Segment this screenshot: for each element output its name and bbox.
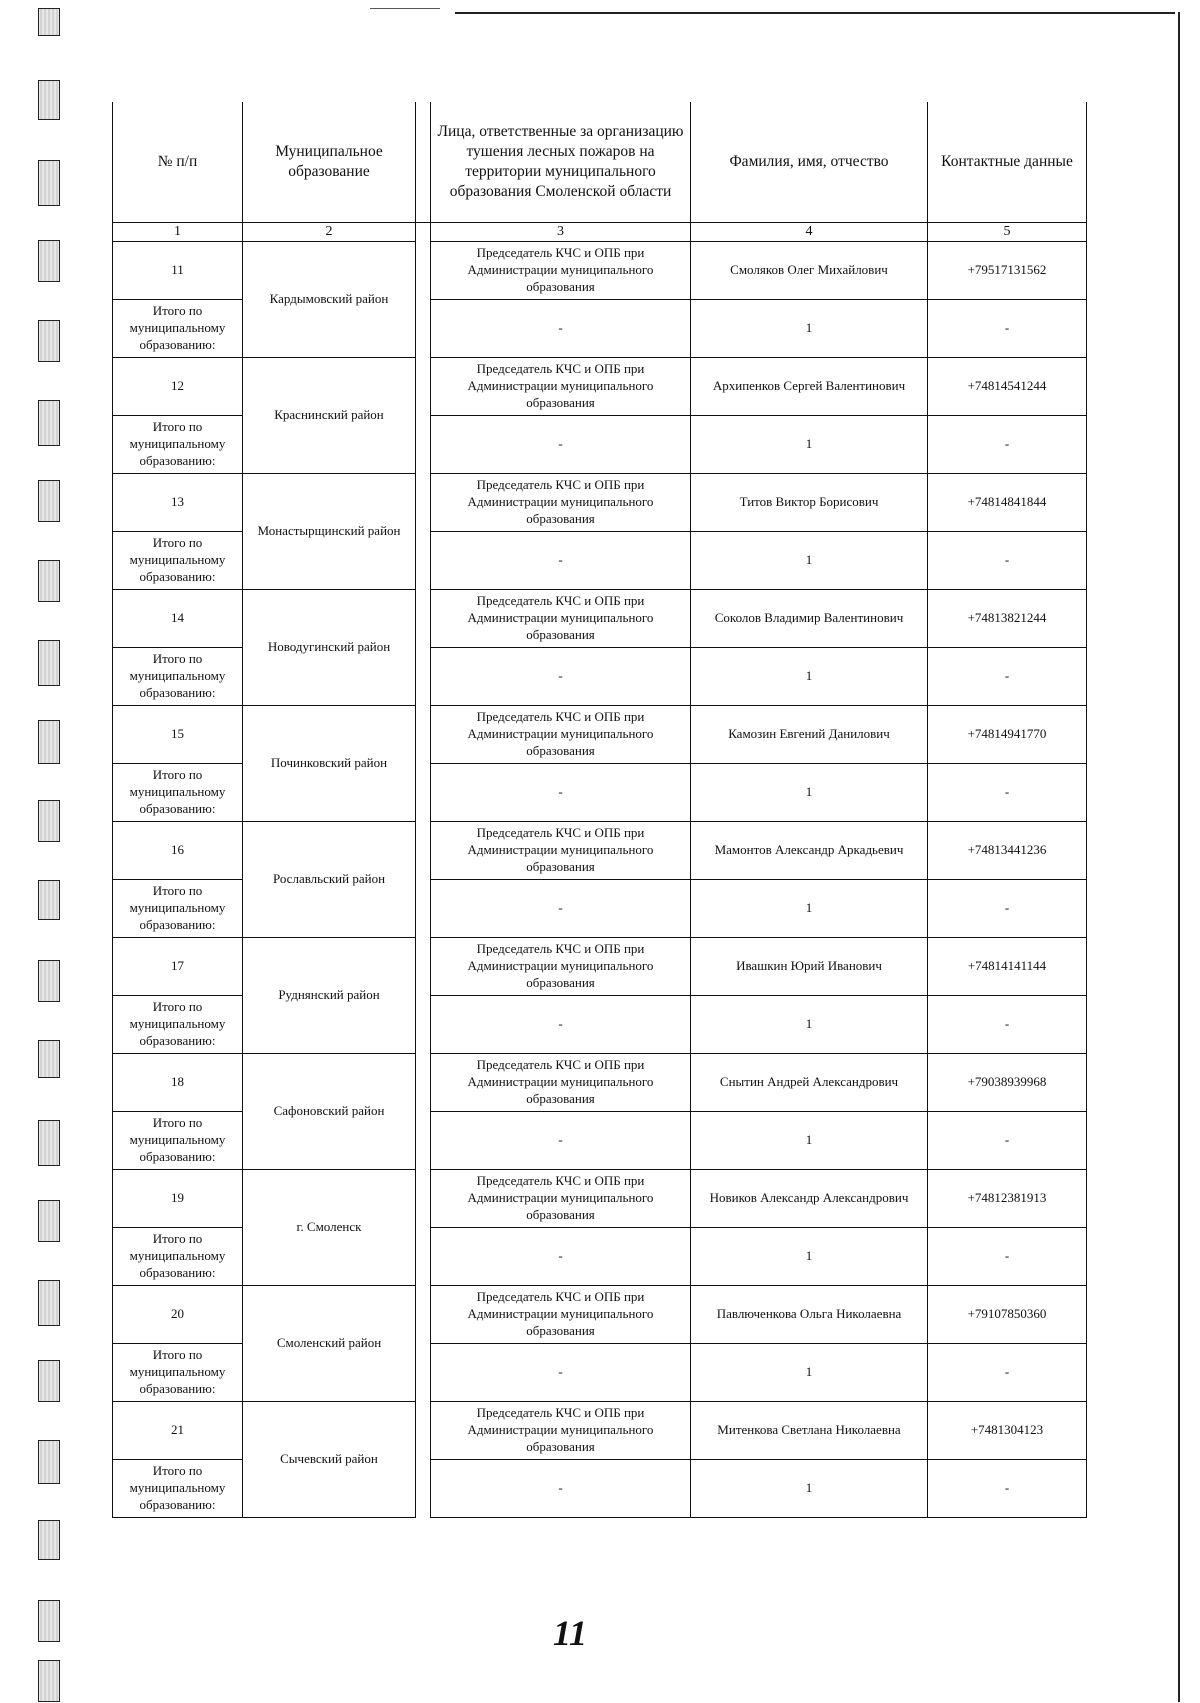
total-label: Итого по муниципальному образованию: (113, 300, 243, 358)
row-phone: +79517131562 (928, 242, 1087, 300)
binding-mark (38, 960, 60, 1002)
total-label: Итого по муниципальному образованию: (113, 996, 243, 1054)
row-municipality: Монастырщинский район (243, 474, 416, 590)
row-number: 16 (113, 822, 243, 880)
total-responsible: - (431, 416, 691, 474)
row-name: Архипенков Сергей Валентинович (691, 358, 928, 416)
binding-mark (38, 800, 60, 842)
row-name: Новиков Александр Александрович (691, 1170, 928, 1228)
row-responsible: Председатель КЧС и ОПБ при Администрации муниципального образования (431, 242, 691, 300)
column-number: 3 (431, 223, 691, 242)
binding-mark (38, 1360, 60, 1402)
scan-right-edge (1178, 12, 1180, 1702)
row-number: 11 (113, 242, 243, 300)
row-number: 12 (113, 358, 243, 416)
total-count: 1 (691, 1344, 928, 1402)
total-contacts: - (928, 532, 1087, 590)
header-name: Фамилия, имя, отчество (691, 102, 928, 223)
column-gap (416, 102, 431, 223)
table-row (113, 1170, 1087, 1228)
row-name: Павлюченкова Ольга Николаевна (691, 1286, 928, 1344)
binding-mark (38, 1520, 60, 1560)
row-name: Соколов Владимир Валентинович (691, 590, 928, 648)
total-label: Итого по муниципальному образованию: (113, 532, 243, 590)
row-responsible: Председатель КЧС и ОПБ при Администрации муниципального образования (431, 1054, 691, 1112)
column-gap (416, 223, 431, 242)
binding-mark (38, 720, 60, 764)
total-contacts: - (928, 648, 1087, 706)
binding-mark (38, 1660, 60, 1702)
scan-top-rule (455, 12, 1175, 14)
total-contacts: - (928, 1112, 1087, 1170)
row-responsible: Председатель КЧС и ОПБ при Администрации муниципального образования (431, 590, 691, 648)
binding-mark (38, 480, 60, 522)
responsible-persons-table (112, 102, 1087, 1518)
column-gap (416, 1402, 431, 1518)
total-count: 1 (691, 532, 928, 590)
total-count: 1 (691, 648, 928, 706)
row-responsible: Председатель КЧС и ОПБ при Администрации муниципального образования (431, 938, 691, 996)
row-number: 20 (113, 1286, 243, 1344)
binding-mark (38, 1040, 60, 1078)
row-municipality: Сафоновский район (243, 1054, 416, 1170)
total-contacts: - (928, 416, 1087, 474)
total-contacts: - (928, 996, 1087, 1054)
total-label: Итого по муниципальному образованию: (113, 648, 243, 706)
scan-top-rule-short (370, 8, 440, 9)
row-responsible: Председатель КЧС и ОПБ при Администрации муниципального образования (431, 1286, 691, 1344)
page-number: 11 (553, 1613, 588, 1653)
row-phone: +79107850360 (928, 1286, 1087, 1344)
row-municipality: Краснинский район (243, 358, 416, 474)
row-phone: +74812381913 (928, 1170, 1087, 1228)
total-responsible: - (431, 996, 691, 1054)
column-numbers-row (113, 223, 1087, 242)
row-municipality: Рославльский район (243, 822, 416, 938)
table-row (113, 1286, 1087, 1344)
row-number: 15 (113, 706, 243, 764)
total-contacts: - (928, 1460, 1087, 1518)
binding-mark (38, 400, 60, 446)
total-responsible: - (431, 764, 691, 822)
total-count: 1 (691, 416, 928, 474)
row-phone: +74813441236 (928, 822, 1087, 880)
binding-mark (38, 240, 60, 282)
table-row (113, 706, 1087, 764)
total-responsible: - (431, 648, 691, 706)
total-responsible: - (431, 1460, 691, 1518)
table-row (113, 1054, 1087, 1112)
total-responsible: - (431, 532, 691, 590)
table-row (113, 242, 1087, 300)
header-municipality: Муниципальное образование (243, 102, 416, 223)
binding-mark (38, 160, 60, 206)
column-gap (416, 1170, 431, 1286)
row-municipality: Руднянский район (243, 938, 416, 1054)
row-phone: +7481304123 (928, 1402, 1087, 1460)
binding-mark (38, 80, 60, 120)
row-phone: +74814541244 (928, 358, 1087, 416)
table-header-row (113, 102, 1087, 223)
row-responsible: Председатель КЧС и ОПБ при Администрации муниципального образования (431, 358, 691, 416)
table-row (113, 938, 1087, 996)
header-responsible: Лица, ответственные за организацию тушения лесных пожаров на территории муниципального образования Смоленской области (431, 102, 691, 223)
column-gap (416, 590, 431, 706)
total-responsible: - (431, 1228, 691, 1286)
column-gap (416, 1286, 431, 1402)
total-label: Итого по муниципальному образованию: (113, 416, 243, 474)
row-municipality: Починковский район (243, 706, 416, 822)
total-count: 1 (691, 300, 928, 358)
total-responsible: - (431, 300, 691, 358)
binding-mark (38, 1200, 60, 1242)
total-label: Итого по муниципальному образованию: (113, 1344, 243, 1402)
row-name: Снытин Андрей Александрович (691, 1054, 928, 1112)
row-name: Камозин Евгений Данилович (691, 706, 928, 764)
total-contacts: - (928, 1344, 1087, 1402)
binding-mark (38, 880, 60, 920)
binding-mark (38, 640, 60, 686)
total-count: 1 (691, 1460, 928, 1518)
column-gap (416, 938, 431, 1054)
column-gap (416, 242, 431, 358)
row-responsible: Председатель КЧС и ОПБ при Администрации муниципального образования (431, 1402, 691, 1460)
column-gap (416, 822, 431, 938)
total-label: Итого по муниципальному образованию: (113, 880, 243, 938)
row-name: Титов Виктор Борисович (691, 474, 928, 532)
row-municipality: Смоленский район (243, 1286, 416, 1402)
total-label: Итого по муниципальному образованию: (113, 764, 243, 822)
total-label: Итого по муниципальному образованию: (113, 1228, 243, 1286)
total-count: 1 (691, 1112, 928, 1170)
binding-mark (38, 1440, 60, 1484)
table-row (113, 590, 1087, 648)
row-phone: +74814141144 (928, 938, 1087, 996)
column-number: 1 (113, 223, 243, 242)
total-contacts: - (928, 300, 1087, 358)
column-number: 5 (928, 223, 1087, 242)
column-gap (416, 706, 431, 822)
total-count: 1 (691, 880, 928, 938)
total-contacts: - (928, 1228, 1087, 1286)
total-count: 1 (691, 996, 928, 1054)
binding-mark (38, 1280, 60, 1326)
row-responsible: Председатель КЧС и ОПБ при Администрации муниципального образования (431, 474, 691, 532)
column-gap (416, 474, 431, 590)
row-phone: +74814941770 (928, 706, 1087, 764)
total-count: 1 (691, 764, 928, 822)
row-name: Ивашкин Юрий Иванович (691, 938, 928, 996)
total-contacts: - (928, 764, 1087, 822)
table-row (113, 822, 1087, 880)
row-name: Митенкова Светлана Николаевна (691, 1402, 928, 1460)
header-contacts: Контактные данные (928, 102, 1087, 223)
binding-mark (38, 1120, 60, 1166)
binding-mark (38, 8, 60, 36)
row-municipality: Кардымовский район (243, 242, 416, 358)
row-responsible: Председатель КЧС и ОПБ при Администрации муниципального образования (431, 1170, 691, 1228)
row-number: 21 (113, 1402, 243, 1460)
total-contacts: - (928, 880, 1087, 938)
row-responsible: Председатель КЧС и ОПБ при Администрации муниципального образования (431, 822, 691, 880)
table-row (113, 474, 1087, 532)
row-municipality: г. Смоленск (243, 1170, 416, 1286)
total-count: 1 (691, 1228, 928, 1286)
column-gap (416, 1054, 431, 1170)
row-name: Мамонтов Александр Аркадьевич (691, 822, 928, 880)
column-number: 4 (691, 223, 928, 242)
row-number: 13 (113, 474, 243, 532)
row-municipality: Новодугинский район (243, 590, 416, 706)
row-phone: +79038939968 (928, 1054, 1087, 1112)
column-gap (416, 358, 431, 474)
row-phone: +74813821244 (928, 590, 1087, 648)
binding-mark (38, 1600, 60, 1642)
row-number: 14 (113, 590, 243, 648)
row-name: Смоляков Олег Михайлович (691, 242, 928, 300)
row-number: 18 (113, 1054, 243, 1112)
total-label: Итого по муниципальному образованию: (113, 1112, 243, 1170)
row-responsible: Председатель КЧС и ОПБ при Администрации муниципального образования (431, 706, 691, 764)
row-municipality: Сычевский район (243, 1402, 416, 1518)
table-row (113, 1402, 1087, 1460)
binding-mark (38, 320, 60, 362)
total-responsible: - (431, 1112, 691, 1170)
row-phone: +74814841844 (928, 474, 1087, 532)
column-number: 2 (243, 223, 416, 242)
total-responsible: - (431, 880, 691, 938)
total-responsible: - (431, 1344, 691, 1402)
header-number: № п/п (113, 102, 243, 223)
table-row (113, 358, 1087, 416)
row-number: 17 (113, 938, 243, 996)
binding-mark (38, 560, 60, 602)
total-label: Итого по муниципальному образованию: (113, 1460, 243, 1518)
row-number: 19 (113, 1170, 243, 1228)
